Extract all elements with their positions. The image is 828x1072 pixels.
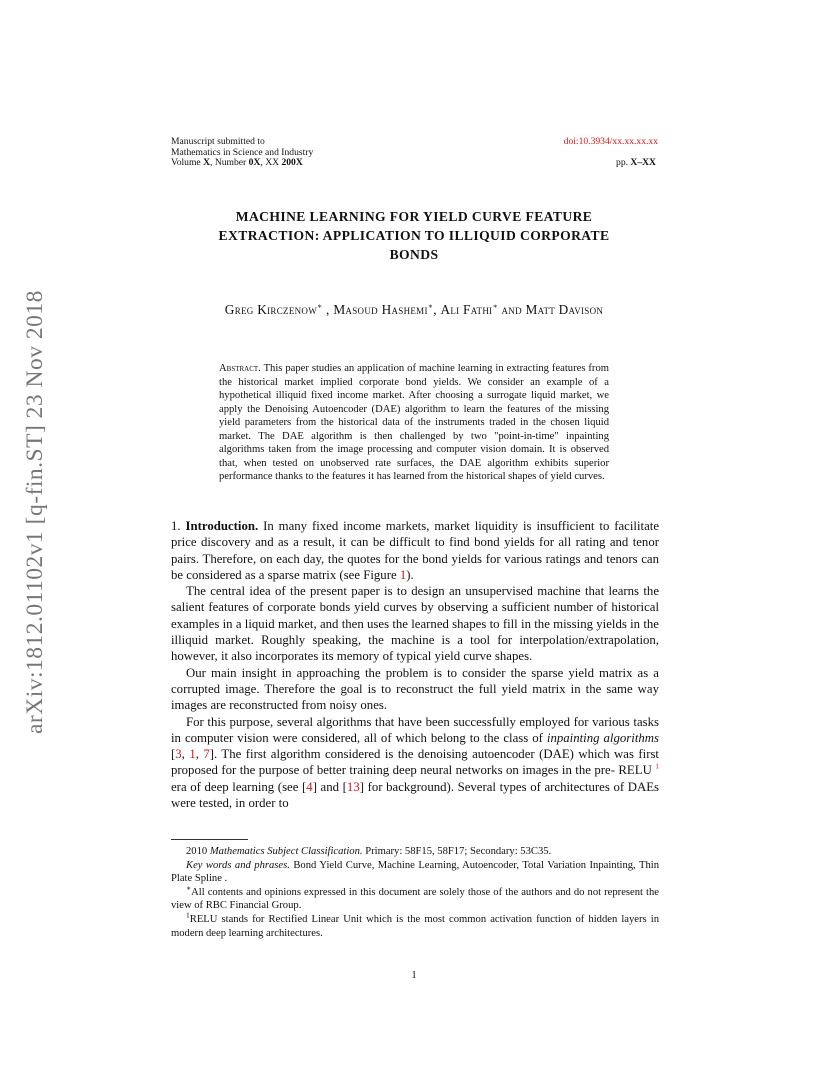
author-2: Masoud Hashemi: [333, 302, 428, 317]
section-introduction: [171, 518, 659, 811]
author-4: Matt Davison: [525, 302, 604, 317]
citation-link[interactable]: 3: [175, 747, 182, 762]
author-3: Ali Fathi: [440, 302, 493, 317]
paragraph-3: Our main insight in approaching the problem is to consider the sparse yield matrix as a corrupted image. Therefore the goal is to reconstruct the full yield matrix in the same way images are reconstructed from noisy ones.: [171, 665, 659, 713]
keywords-footnote: Key words and phrases. Bond Yield Curve, Machine Learning, Autoencoder, Total Variation Inpainting, Thin Plate Spline .: [171, 859, 659, 885]
arxiv-stamp: arXiv:1812.01102v1 [q-fin.ST] 23 Nov 2018: [22, 290, 48, 734]
citation-link[interactable]: 7: [203, 747, 210, 762]
journal-name: Mathematics in Science and Industry: [171, 146, 314, 158]
citation-link[interactable]: 1: [189, 747, 196, 762]
author-list: Greg Kirczenow∗ , Masoud Hashemi∗, Ali Fathi∗ and Matt Davison: [224, 301, 604, 317]
journal-info: [171, 137, 313, 169]
affiliation-footnote: ∗All contents and opinions expressed in this document are solely those of the authors and do not represent the view of RBC Financial Group.: [171, 883, 659, 912]
paragraph-4: For this purpose, several algorithms that have been successfully employed for various tasks in computer vision were considered, all of which belong to the class of inpainting algorithms [3, 1, 7]. The first algorithm considered is the denoising autoencoder (DAE) which was first proposed for the purpose of better training deep neural networks on images in the pre- RELU $^1$ era of deep learning (see [4] and [13] for background). Several types of architectures of DAEs were tested, in order to: [171, 714, 659, 811]
citation-link[interactable]: 4: [306, 779, 313, 794]
abstract-label: Abstract.: [219, 363, 261, 374]
footnote-ref[interactable]: 1: [655, 762, 659, 772]
section-heading: Introduction.: [185, 519, 259, 533]
paper-title: MACHINE LEARNING FOR YIELD CURVE FEATURE EXTRACTION: APPLICATION TO ILLIQUID CORPORATE BONDS: [218, 209, 610, 262]
paragraph-2: The central idea of the present paper is to design an unsupervised machine that learns the salient features of corporate bonds yield curves by observing a sufficient number of historical examples in a liquid market, and then uses the learned shapes to fill in the missing yields in the illiquid market. Roughly speaking, the machine is a tool for interpolation/extrapolation, however, it also incorporates its memory of typical yield curve shapes.: [171, 584, 659, 664]
abstract-text: This paper studies an application of machine learning in extracting features from the historical market implied corporate bond yields. We consider an example of a hypothetical illiquid fixed income market. After choosing a surrogate liquid market, we apply the Denoising Autoencoder (DAE) algorithm to learn the features of the missing yield parameters from the historical data of the instruments traded in the chosen liquid market. The DAE algorithm is then challenged by two "point-in-time" inpainting algorithms taken from the image processing and computer vision domain. It is observed that, when tested on unobserved rate surfaces, the DAE algorithm exhibits superior performance thanks to the features it has learned from the historical shapes of yield curves.: [219, 363, 609, 482]
page-number: 1: [411, 970, 417, 981]
paragraph-1: 1. Introduction. In many fixed income markets, market liquidity is insufficient to facilitate price discovery and as a result, it can be difficult to find bond yields for all rating and tenor pairs. Therefore, on each day, the quotes for the bond yields for various ratings and tenors can be considered as a sparse matrix (see Figure 1).: [171, 519, 659, 582]
manuscript-line: Manuscript submitted to: [171, 136, 265, 147]
doi-link[interactable]: doi:10.3934/xx.xx.xx.xx: [563, 136, 658, 147]
footnote-divider: [171, 839, 248, 840]
msc-footnote: 2010 Mathematics Subject Classification. Primary: 58F15, 58F17; Secondary: 53C35.: [186, 846, 552, 857]
author-1: Greg Kirczenow: [224, 302, 318, 317]
page-range: pp. X–XX: [616, 157, 656, 168]
relu-footnote: $^1$RELU stands for Rectified Linear Unit which is the most common activation function of hidden layers in modern deep learning architectures.: [171, 910, 659, 939]
abstract: [219, 362, 609, 484]
citation-link[interactable]: 13: [346, 779, 360, 794]
figure-ref[interactable]: 1: [399, 567, 407, 582]
volume-line: Volume X, Number 0X, XX 200X: [171, 157, 303, 168]
footnotes: [171, 845, 659, 940]
